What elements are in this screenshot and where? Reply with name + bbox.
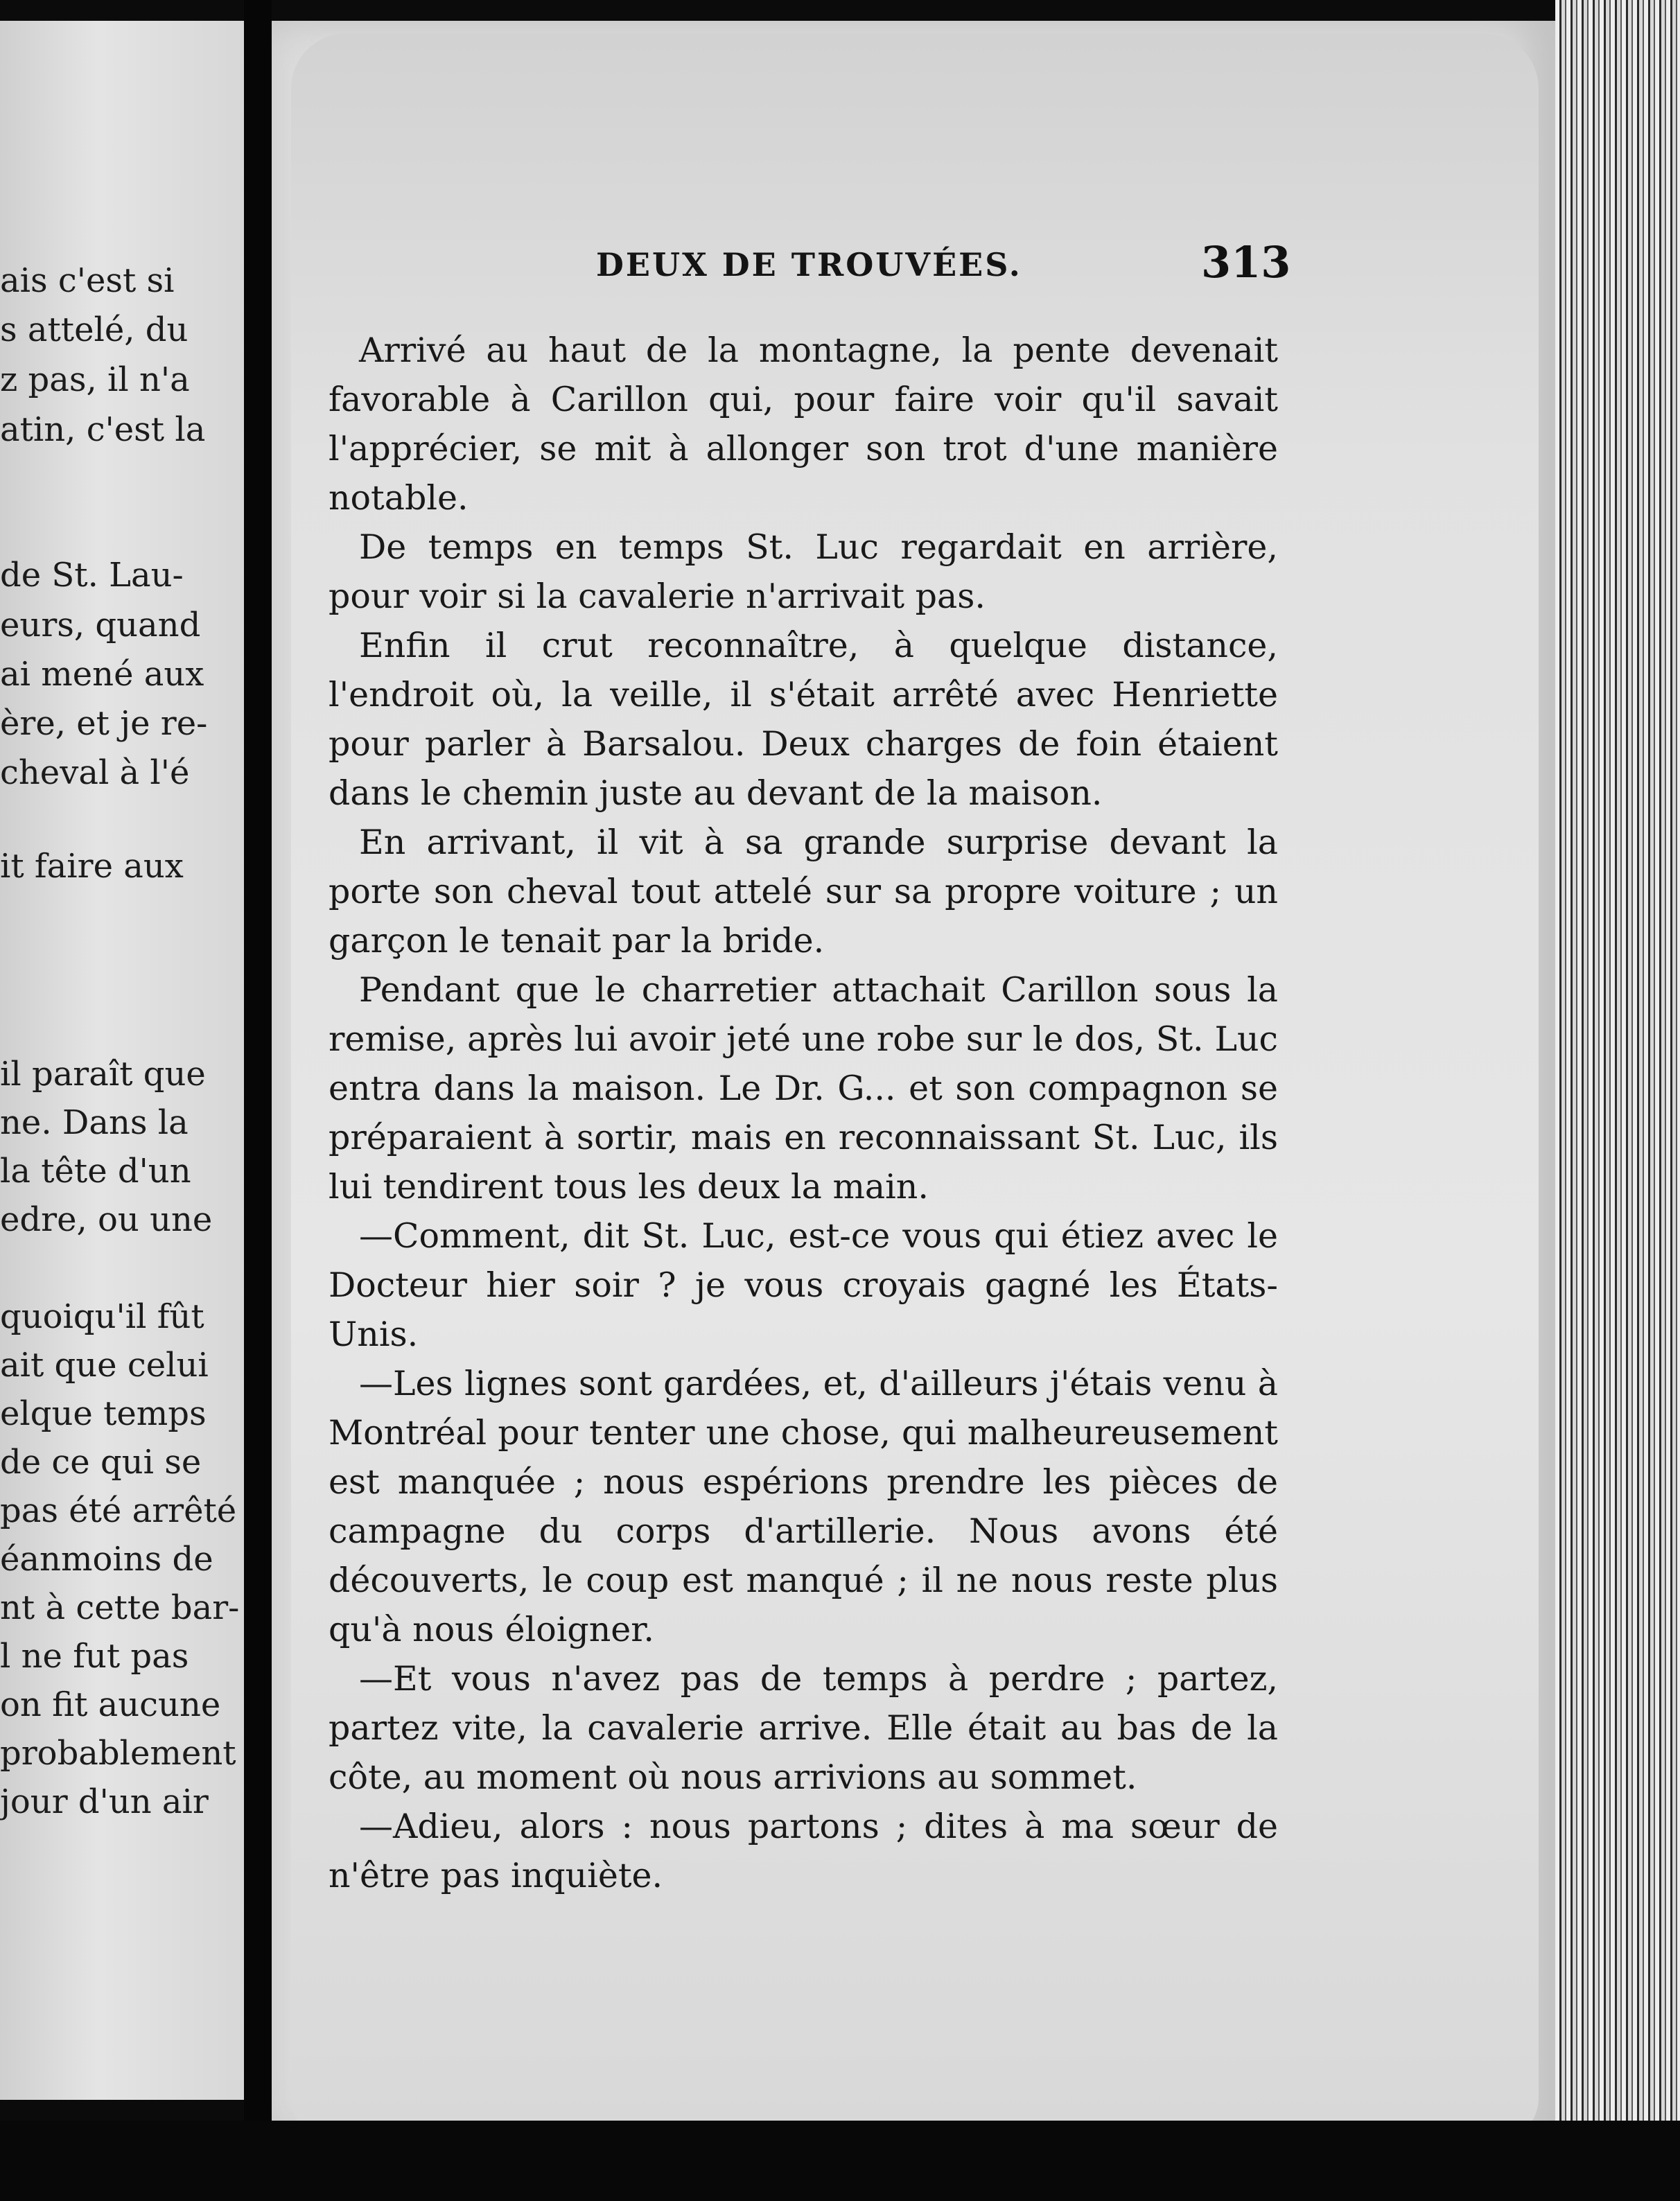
left-line: nt à cette bar- <box>0 1588 240 1627</box>
left-line: l ne fut pas <box>0 1637 189 1676</box>
bottom-shadow <box>0 2121 1680 2201</box>
left-line: probablement <box>0 1734 236 1773</box>
left-line: elque temps <box>0 1394 207 1433</box>
left-line: it faire aux <box>0 847 184 886</box>
paragraph: —Adieu, alors : nous partons ; dites à ma sœur de n'être pas inquiète. <box>329 1807 1278 1895</box>
left-line: atin, c'est la <box>0 410 206 449</box>
left-line: ne. Dans la <box>0 1103 189 1142</box>
paragraph: Arrivé au haut de la montagne, la pente devenait favorable à Carillon qui, pour faire voir qu'il savait l'apprécier, se mit à allonger son trot d'une manière notable. <box>329 331 1278 518</box>
running-head: DEUX DE TROUVÉES. <box>596 246 1022 283</box>
left-line: quoiqu'il fût <box>0 1297 204 1336</box>
left-line: z pas, il n'a <box>0 360 190 399</box>
paragraph: De temps en temps St. Luc regardait en arrière, pour voir si la cavalerie n'arrivait pas. <box>329 527 1278 616</box>
paragraph: —Comment, dit St. Luc, est-ce vous qui étiez avec le Docteur hier soir ? je vous croyais gagné les États-Unis. <box>329 1216 1278 1354</box>
left-line: eurs, quand <box>0 606 201 644</box>
book-gutter <box>244 0 272 2201</box>
left-line: ai mené aux <box>0 655 204 694</box>
page-header <box>596 246 1289 295</box>
paragraph: Enfin il crut reconnaître, à quelque distance, l'endroit où, la veille, il s'était arrêté avec Henriette pour parler à Barsalou. Deux charges de foin étaient dans le chemin juste au devant de la maison. <box>329 626 1278 813</box>
left-line: ait que celui <box>0 1346 209 1385</box>
page-number: 313 <box>1201 237 1291 288</box>
left-line: la tête d'un <box>0 1152 191 1191</box>
page-stack-edges <box>1555 0 1680 2201</box>
left-line: s attelé, du <box>0 310 189 349</box>
paragraph: En arrivant, il vit à sa grande surprise devant la porte son cheval tout attelé sur sa propre voiture ; un garçon le tenait par la bride. <box>329 823 1278 961</box>
left-line: ais c'est si <box>0 261 175 300</box>
left-line: il paraît que <box>0 1055 206 1094</box>
left-line: de St. Lau- <box>0 556 184 595</box>
body-text <box>329 326 1278 1900</box>
left-line: jour d'un air <box>0 1782 209 1821</box>
left-line: ère, et je re- <box>0 704 208 743</box>
paragraph: Pendant que le charretier attachait Carillon sous la remise, après lui avoir jeté une robe sur le dos, St. Luc entra dans la maison. Le Dr. G... et son compagnon se préparaient à sortir, mais en reconnaissant St. Luc, ils lui tendirent tous les deux la main. <box>329 970 1278 1207</box>
paragraph: —Les lignes sont gardées, et, d'ailleurs j'étais venu à Montréal pour tenter une chose, qui malheureusement est manquée ; nous espérions prendre les pièces de campagne du corps d'artillerie. Nous avons été découverts, le coup est manqué ; il ne nous reste plus qu'à nous éloigner. <box>329 1364 1278 1649</box>
left-line: de ce qui se <box>0 1443 202 1482</box>
left-line: on fit aucune <box>0 1685 221 1724</box>
left-facing-page <box>0 21 244 2100</box>
left-line: éanmoins de <box>0 1540 213 1579</box>
paragraph: —Et vous n'avez pas de temps à perdre ; partez, partez vite, la cavalerie arrive. Elle était au bas de la côte, au moment où nous arrivions au sommet. <box>329 1659 1278 1797</box>
left-line: cheval à l'é <box>0 753 190 792</box>
left-line: pas été arrêté <box>0 1491 237 1530</box>
left-line: edre, ou une <box>0 1200 213 1239</box>
